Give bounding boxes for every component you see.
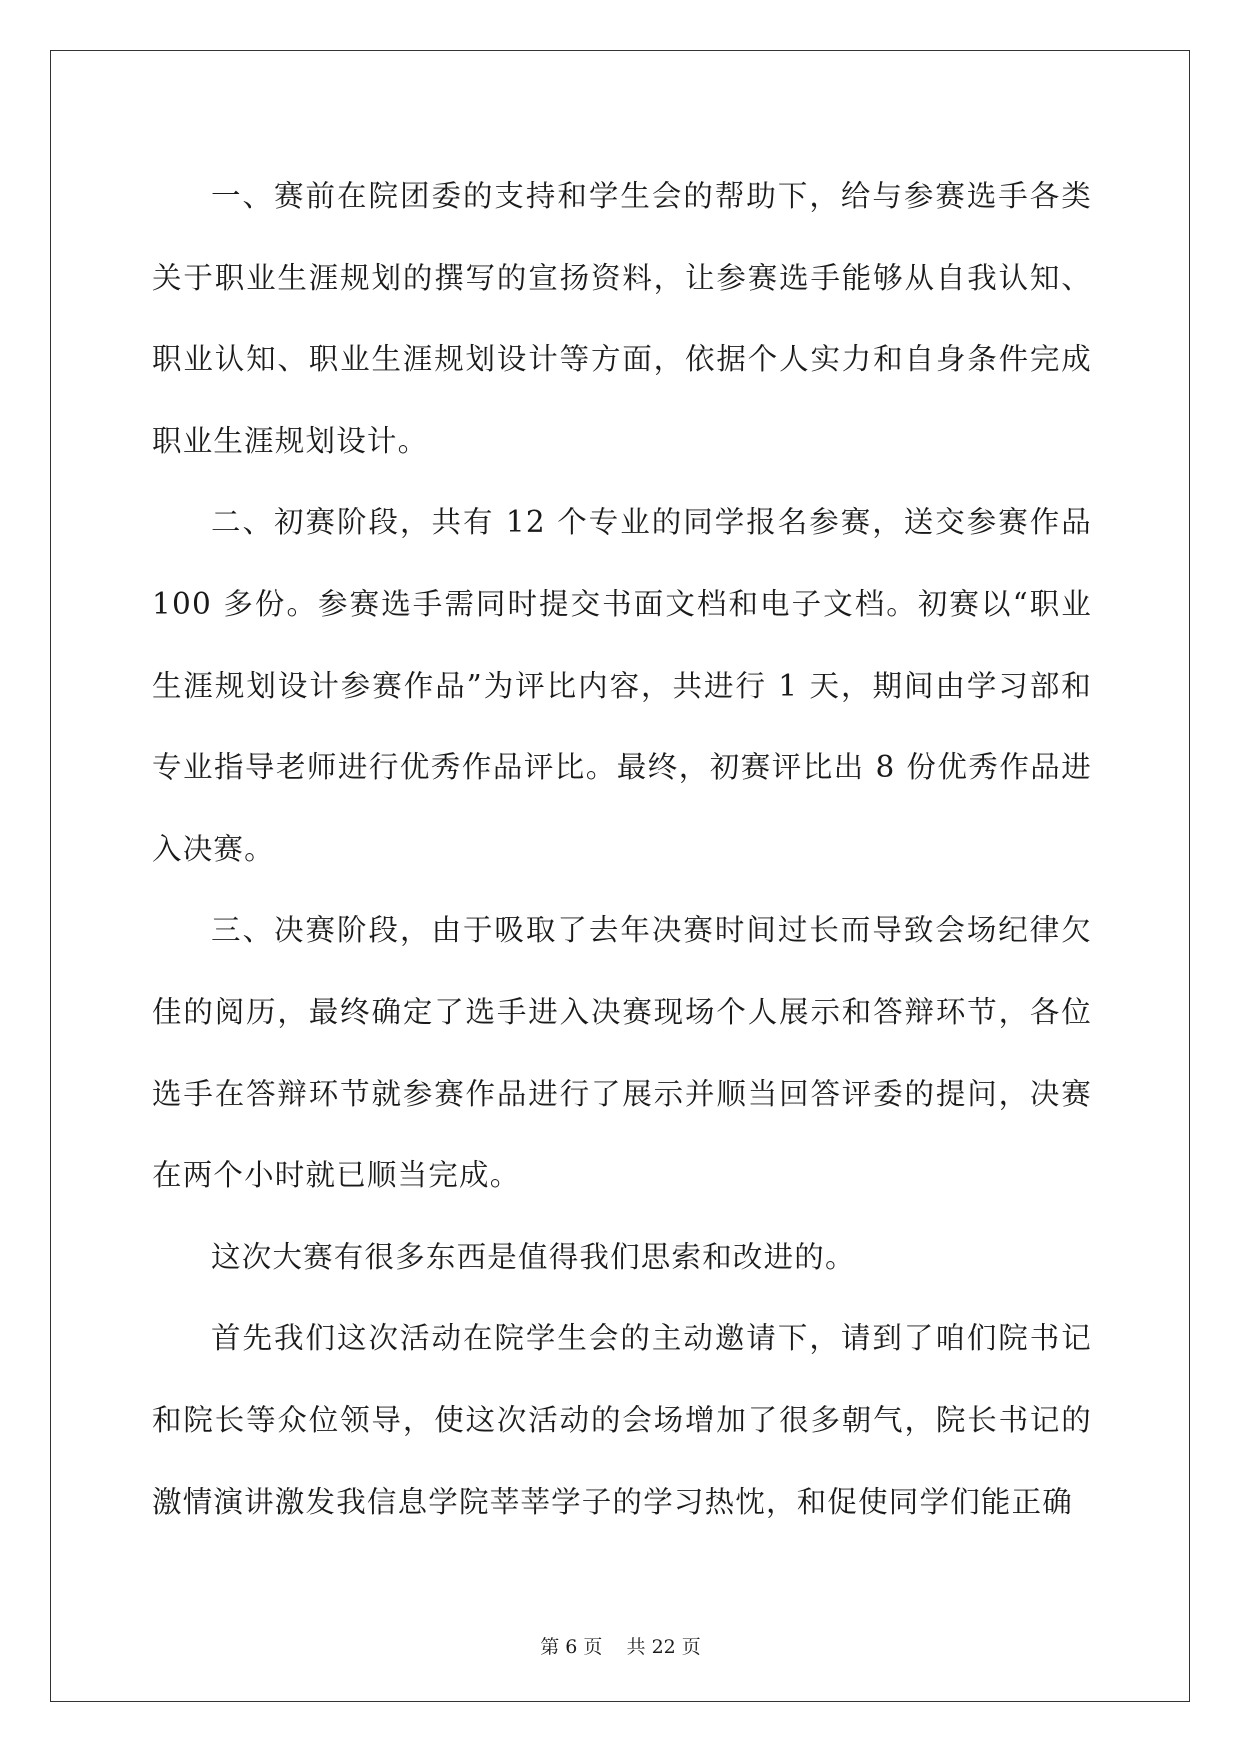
page-number: 第 6 页 [540,1636,603,1658]
paragraph-2: 二、初赛阶段，共有 12 个专业的同学报名参赛，送交参赛作品 100 多份。参赛选手需同时提交书面文档和电子文档。初赛以“职业生涯规划设计参赛作品”为评比内容，共进行 1 天，期间由学习部和专业指导老师进行优秀作品评比。最终，初赛评比出 8 份优秀作品进入决赛。 [152,505,1092,866]
footer-gap [602,1636,626,1658]
paragraph-1: 一、赛前在院团委的支持和学生会的帮助下，给与参赛选手各类关于职业生涯规划的撰写的宣扬资料，让参赛选手能够从自我认知、职业认知、职业生涯规划设计等方面，依据个人实力和自身条件完成职业生涯规划设计。 [152,179,1092,458]
paragraph-5: 首先我们这次活动在院学生会的主动邀请下，请到了咱们院书记和院长等众位领导，使这次活动的会场增加了很多朝气，院长书记的激情演讲激发我信息学院莘莘学子的学习热忱，和促使同学们能正确 [152,1321,1092,1519]
page-footer [0,1632,1241,1659]
document-body [152,156,1092,1543]
paragraph-3: 三、决赛阶段，由于吸取了去年决赛时间过长而导致会场纪律欠佳的阅历，最终确定了选手进入决赛现场个人展示和答辩环节，各位选手在答辩环节就参赛作品进行了展示并顺当回答评委的提问，决赛在两个小时就已顺当完成。 [152,913,1092,1193]
paragraph-4: 这次大赛有很多东西是值得我们思索和改进的。 [211,1239,856,1274]
page-total: 共 22 页 [626,1636,701,1658]
